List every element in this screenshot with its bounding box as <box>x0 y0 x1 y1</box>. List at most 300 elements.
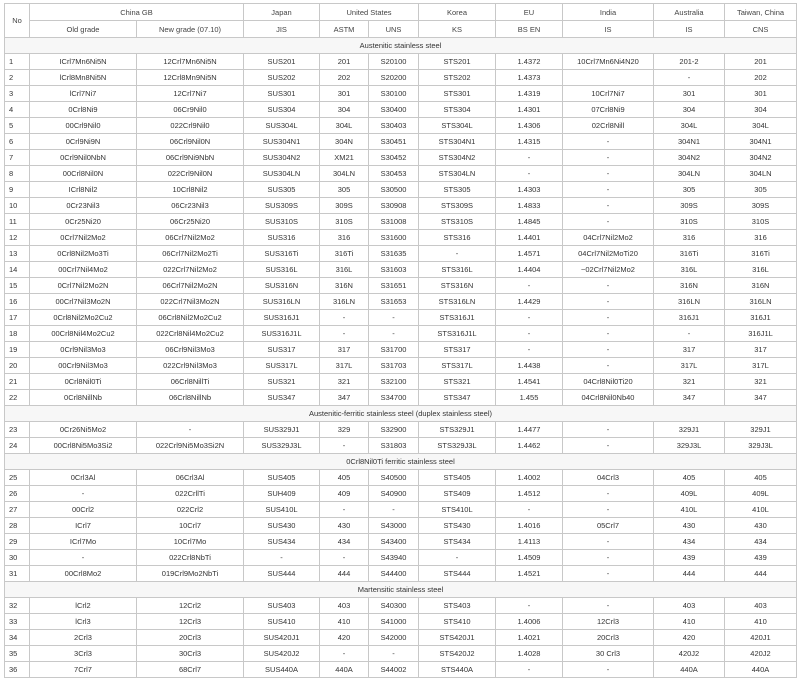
astm-cell: 310S <box>320 214 369 230</box>
bs-en-cell: 1.4462 <box>496 438 563 454</box>
row-number: 27 <box>5 502 30 518</box>
ks-cell: STS316J1L <box>419 326 496 342</box>
australia-is-cell: 420J2 <box>654 646 725 662</box>
ks-cell: STS309S <box>419 198 496 214</box>
cns-cell: 304L <box>725 118 797 134</box>
old-grade-cell: 00Crl7Nil4Mo2 <box>30 262 137 278</box>
row-number: 24 <box>5 438 30 454</box>
cns-cell: 304LN <box>725 166 797 182</box>
old-grade-cell: 0Crl8NillNb <box>30 390 137 406</box>
jis-cell: SUS316J1L <box>244 326 320 342</box>
astm-cell: 434 <box>320 534 369 550</box>
astm-cell: 317L <box>320 358 369 374</box>
astm-cell: 316 <box>320 230 369 246</box>
jis-cell: SUS405 <box>244 470 320 486</box>
subheader-new-grade: New grade (07.10) <box>137 21 244 38</box>
new-grade-cell: 06Crl9Nil0N <box>137 134 244 150</box>
bs-en-cell: 1.4571 <box>496 246 563 262</box>
uns-cell: S44400 <box>369 566 419 582</box>
ks-cell: STS347 <box>419 390 496 406</box>
astm-cell: 444 <box>320 566 369 582</box>
uns-cell: S30100 <box>369 86 419 102</box>
india-is-cell: - <box>563 294 654 310</box>
old-grade-cell: lCrl7Ni7 <box>30 86 137 102</box>
australia-is-cell: 410L <box>654 502 725 518</box>
subheader-uns: UNS <box>369 21 419 38</box>
australia-is-cell: 304L <box>654 118 725 134</box>
astm-cell: 304N <box>320 134 369 150</box>
uns-cell: S40300 <box>369 598 419 614</box>
table-row <box>5 198 797 214</box>
table-row <box>5 502 797 518</box>
bs-en-cell: - <box>496 166 563 182</box>
old-grade-cell: ICrl8Nil2 <box>30 182 137 198</box>
cns-cell: 420J1 <box>725 630 797 646</box>
table-row <box>5 86 797 102</box>
section-row <box>5 406 797 422</box>
astm-cell: - <box>320 550 369 566</box>
subheader-australia-is: IS <box>654 21 725 38</box>
cns-cell: 439 <box>725 550 797 566</box>
jis-cell: SUS202 <box>244 70 320 86</box>
table-row <box>5 230 797 246</box>
header-korea: Korea <box>419 4 496 21</box>
astm-cell: - <box>320 438 369 454</box>
row-number: 31 <box>5 566 30 582</box>
uns-cell: S31653 <box>369 294 419 310</box>
row-number: 33 <box>5 614 30 630</box>
jis-cell: SUS316L <box>244 262 320 278</box>
cns-cell: 321 <box>725 374 797 390</box>
row-number: 34 <box>5 630 30 646</box>
header-japan: Japan <box>244 4 320 21</box>
cns-cell: 316LN <box>725 294 797 310</box>
table-row <box>5 486 797 502</box>
jis-cell: SUS420J1 <box>244 630 320 646</box>
cns-cell: 316J1L <box>725 326 797 342</box>
australia-is-cell: - <box>654 70 725 86</box>
jis-cell: SUS309S <box>244 198 320 214</box>
new-grade-cell: 06Crl7Nil2Mo2N <box>137 278 244 294</box>
cns-cell: 410L <box>725 502 797 518</box>
cns-cell: 301 <box>725 86 797 102</box>
new-grade-cell: 06Crl7Nil2Mo2Ti <box>137 246 244 262</box>
astm-cell: 410 <box>320 614 369 630</box>
subheader-cns: CNS <box>725 21 797 38</box>
cns-cell: 316Ti <box>725 246 797 262</box>
australia-is-cell: 321 <box>654 374 725 390</box>
ks-cell: STS321 <box>419 374 496 390</box>
ks-cell: STS304LN <box>419 166 496 182</box>
india-is-cell: 02Crl8Nill <box>563 118 654 134</box>
row-number: 7 <box>5 150 30 166</box>
jis-cell: SUS305 <box>244 182 320 198</box>
bs-en-cell: 1.455 <box>496 390 563 406</box>
old-grade-cell: 0Crl8Nil2Mo2Cu2 <box>30 310 137 326</box>
old-grade-cell: 00Crl8Nil0N <box>30 166 137 182</box>
india-is-cell: - <box>563 486 654 502</box>
row-number: 14 <box>5 262 30 278</box>
bs-en-cell: 1.4315 <box>496 134 563 150</box>
ks-cell: STS316J1 <box>419 310 496 326</box>
uns-cell: S30500 <box>369 182 419 198</box>
jis-cell: SUS316N <box>244 278 320 294</box>
uns-cell: S43000 <box>369 518 419 534</box>
ks-cell: STS201 <box>419 54 496 70</box>
bs-en-cell: - <box>496 342 563 358</box>
cns-cell: 410 <box>725 614 797 630</box>
jis-cell: SUS403 <box>244 598 320 614</box>
old-grade-cell: 7Crl7 <box>30 662 137 678</box>
india-is-cell <box>563 70 654 86</box>
bs-en-cell: - <box>496 662 563 678</box>
bs-en-cell: 1.4509 <box>496 550 563 566</box>
row-number: 8 <box>5 166 30 182</box>
new-grade-cell: 022Crl8NbTi <box>137 550 244 566</box>
section-heading: Austenitic-ferritic stainless steel (duplex stainless steel) <box>5 406 797 422</box>
india-is-cell: - <box>563 198 654 214</box>
old-grade-cell: 0Crl3Al <box>30 470 137 486</box>
uns-cell: S31651 <box>369 278 419 294</box>
uns-cell: S30908 <box>369 198 419 214</box>
india-is-cell: - <box>563 342 654 358</box>
uns-cell: S30403 <box>369 118 419 134</box>
cns-cell: 304N2 <box>725 150 797 166</box>
india-is-cell: - <box>563 502 654 518</box>
bs-en-cell: 1.4521 <box>496 566 563 582</box>
section-heading: Martensitic stainless steel <box>5 582 797 598</box>
astm-cell: 420 <box>320 630 369 646</box>
old-grade-cell: 00Crl8Mo2 <box>30 566 137 582</box>
australia-is-cell: 409L <box>654 486 725 502</box>
ks-cell: - <box>419 550 496 566</box>
old-grade-cell: ICrl7 <box>30 518 137 534</box>
jis-cell: SUS316 <box>244 230 320 246</box>
jis-cell: - <box>244 550 320 566</box>
india-is-cell: - <box>563 422 654 438</box>
row-number: 18 <box>5 326 30 342</box>
table-row <box>5 374 797 390</box>
astm-cell: 301 <box>320 86 369 102</box>
australia-is-cell: 317 <box>654 342 725 358</box>
ks-cell: STS317L <box>419 358 496 374</box>
australia-is-cell: 316LN <box>654 294 725 310</box>
jis-cell: SUH409 <box>244 486 320 502</box>
ks-cell: STS316L <box>419 262 496 278</box>
ks-cell: STS420J1 <box>419 630 496 646</box>
old-grade-cell: - <box>30 550 137 566</box>
ks-cell: STS434 <box>419 534 496 550</box>
row-number: 2 <box>5 70 30 86</box>
uns-cell: S30453 <box>369 166 419 182</box>
table-row <box>5 438 797 454</box>
australia-is-cell: 316 <box>654 230 725 246</box>
row-number: 5 <box>5 118 30 134</box>
jis-cell: SUS304N2 <box>244 150 320 166</box>
bs-en-cell: 1.4477 <box>496 422 563 438</box>
uns-cell: S32100 <box>369 374 419 390</box>
cns-cell: 329J3L <box>725 438 797 454</box>
new-grade-cell: 022Crl8Nil4Mo2Cu2 <box>137 326 244 342</box>
new-grade-cell: 06Crl7Nil2Mo2 <box>137 230 244 246</box>
row-number: 32 <box>5 598 30 614</box>
table-row <box>5 534 797 550</box>
india-is-cell: - <box>563 326 654 342</box>
india-is-cell: 07Crl8Ni9 <box>563 102 654 118</box>
astm-cell: 329 <box>320 422 369 438</box>
astm-cell: 409 <box>320 486 369 502</box>
table-row <box>5 422 797 438</box>
table-row <box>5 598 797 614</box>
jis-cell: SUS420J2 <box>244 646 320 662</box>
row-number: 6 <box>5 134 30 150</box>
table-row <box>5 102 797 118</box>
old-grade-cell: 00Crl8Ni5Mo3Si2 <box>30 438 137 454</box>
astm-cell: 316LN <box>320 294 369 310</box>
ks-cell: STS316 <box>419 230 496 246</box>
bs-en-cell: 1.4303 <box>496 182 563 198</box>
new-grade-cell: 022Crl9Ni5Mo3Si2N <box>137 438 244 454</box>
bs-en-cell: 1.4541 <box>496 374 563 390</box>
bs-en-cell: 1.4401 <box>496 230 563 246</box>
section-row <box>5 454 797 470</box>
new-grade-cell: 06Crl8NillNb <box>137 390 244 406</box>
cns-cell: 329J1 <box>725 422 797 438</box>
row-number: 29 <box>5 534 30 550</box>
ks-cell: STS317 <box>419 342 496 358</box>
cns-cell: 317 <box>725 342 797 358</box>
cns-cell: 444 <box>725 566 797 582</box>
jis-cell: SUS304LN <box>244 166 320 182</box>
table-row <box>5 150 797 166</box>
old-grade-cell: 0Cr23Nil3 <box>30 198 137 214</box>
jis-cell: SUS430 <box>244 518 320 534</box>
uns-cell: S32900 <box>369 422 419 438</box>
astm-cell: 304 <box>320 102 369 118</box>
old-grade-cell: 00Crl9Nil0 <box>30 118 137 134</box>
old-grade-cell: 0Crl7Nil2Mo2N <box>30 278 137 294</box>
row-number: 1 <box>5 54 30 70</box>
india-is-cell: 20Crl3 <box>563 630 654 646</box>
new-grade-cell: 022Crl7Nil2Mo2 <box>137 262 244 278</box>
ks-cell: STS304N1 <box>419 134 496 150</box>
ks-cell: STS316LN <box>419 294 496 310</box>
australia-is-cell: 440A <box>654 662 725 678</box>
astm-cell: - <box>320 326 369 342</box>
new-grade-cell: 06Crl3Al <box>137 470 244 486</box>
bs-en-cell: 1.4301 <box>496 102 563 118</box>
australia-is-cell: 304 <box>654 102 725 118</box>
india-is-cell: - <box>563 150 654 166</box>
old-grade-cell: 0Crl9Nil3Mo3 <box>30 342 137 358</box>
new-grade-cell: 10Crl7Mo <box>137 534 244 550</box>
jis-cell: SUS444 <box>244 566 320 582</box>
jis-cell: SUS304L <box>244 118 320 134</box>
jis-cell: SUS329J3L <box>244 438 320 454</box>
australia-is-cell: 403 <box>654 598 725 614</box>
australia-is-cell: 316N <box>654 278 725 294</box>
jis-cell: SUS347 <box>244 390 320 406</box>
row-number: 3 <box>5 86 30 102</box>
header-china-gb: China GB <box>30 4 244 21</box>
new-grade-cell: 12Crl7Ni7 <box>137 86 244 102</box>
row-number: 16 <box>5 294 30 310</box>
jis-cell: SUS434 <box>244 534 320 550</box>
new-grade-cell: 022CrllTi <box>137 486 244 502</box>
astm-cell: 305 <box>320 182 369 198</box>
table-row <box>5 54 797 70</box>
india-is-cell: - <box>563 550 654 566</box>
australia-is-cell: 316J1 <box>654 310 725 326</box>
jis-cell: SUS201 <box>244 54 320 70</box>
cns-cell: 347 <box>725 390 797 406</box>
row-number: 10 <box>5 198 30 214</box>
cns-cell: 202 <box>725 70 797 86</box>
astm-cell: 430 <box>320 518 369 534</box>
old-grade-cell: lCrl3 <box>30 614 137 630</box>
ks-cell: STS405 <box>419 470 496 486</box>
bs-en-cell: - <box>496 502 563 518</box>
australia-is-cell: 347 <box>654 390 725 406</box>
header-taiwan-china: Taiwan, China <box>725 4 797 21</box>
new-grade-cell: 022Crl9Nil3Mo3 <box>137 358 244 374</box>
ks-cell: STS304N2 <box>419 150 496 166</box>
jis-cell: SUS304 <box>244 102 320 118</box>
ks-cell: STS310S <box>419 214 496 230</box>
row-number: 36 <box>5 662 30 678</box>
astm-cell: 316L <box>320 262 369 278</box>
header-group-row <box>5 4 797 21</box>
astm-cell: 405 <box>320 470 369 486</box>
subheader-ks: KS <box>419 21 496 38</box>
ks-cell: STS202 <box>419 70 496 86</box>
cns-cell: 201 <box>725 54 797 70</box>
old-grade-cell: 00Crl8Nil4Mo2Cu2 <box>30 326 137 342</box>
new-grade-cell: 06Crl8NillTi <box>137 374 244 390</box>
uns-cell: S30400 <box>369 102 419 118</box>
bs-en-cell: 1.4404 <box>496 262 563 278</box>
table-row <box>5 518 797 534</box>
india-is-cell: - <box>563 214 654 230</box>
cns-cell: 310S <box>725 214 797 230</box>
cns-cell: 434 <box>725 534 797 550</box>
australia-is-cell: 309S <box>654 198 725 214</box>
jis-cell: SUS310S <box>244 214 320 230</box>
bs-en-cell: 1.4006 <box>496 614 563 630</box>
india-is-cell: - <box>563 534 654 550</box>
old-grade-cell: 0Crl8Ni9 <box>30 102 137 118</box>
uns-cell: S20100 <box>369 54 419 70</box>
australia-is-cell: 439 <box>654 550 725 566</box>
australia-is-cell: 201-2 <box>654 54 725 70</box>
bs-en-cell: 1.4372 <box>496 54 563 70</box>
jis-cell: SUS321 <box>244 374 320 390</box>
bs-en-cell: - <box>496 310 563 326</box>
uns-cell: - <box>369 310 419 326</box>
jis-cell: SUS329J1 <box>244 422 320 438</box>
jis-cell: SUS316J1 <box>244 310 320 326</box>
new-grade-cell: 06Crl8Nil2Mo2Cu2 <box>137 310 244 326</box>
header-australia: Australia <box>654 4 725 21</box>
ks-cell: STS410L <box>419 502 496 518</box>
old-grade-cell: 0Crl9Nil0NbN <box>30 150 137 166</box>
table-row <box>5 470 797 486</box>
table-row <box>5 358 797 374</box>
new-grade-cell: 022Crl9Nil0 <box>137 118 244 134</box>
new-grade-cell: 12Crl2 <box>137 598 244 614</box>
table-row <box>5 662 797 678</box>
subheader-astm: ASTM <box>320 21 369 38</box>
header-india: India <box>563 4 654 21</box>
section-row <box>5 582 797 598</box>
cns-cell: 309S <box>725 198 797 214</box>
header-sub-row <box>5 21 797 38</box>
cns-cell: 440A <box>725 662 797 678</box>
row-number: 20 <box>5 358 30 374</box>
cns-cell: 317L <box>725 358 797 374</box>
astm-cell: XM21 <box>320 150 369 166</box>
table-row <box>5 550 797 566</box>
uns-cell: S31008 <box>369 214 419 230</box>
india-is-cell: - <box>563 598 654 614</box>
bs-en-cell: - <box>496 326 563 342</box>
bs-en-cell: 1.4021 <box>496 630 563 646</box>
row-number: 35 <box>5 646 30 662</box>
new-grade-cell: 06Cr23Nil3 <box>137 198 244 214</box>
old-grade-cell: 00Crl7Nil3Mo2N <box>30 294 137 310</box>
india-is-cell: - <box>563 438 654 454</box>
ks-cell: STS420J2 <box>419 646 496 662</box>
jis-cell: SUS317 <box>244 342 320 358</box>
ks-cell: STS301 <box>419 86 496 102</box>
new-grade-cell: - <box>137 422 244 438</box>
ks-cell: STS409 <box>419 486 496 502</box>
subheader-bs-en: BS EN <box>496 21 563 38</box>
table-row <box>5 70 797 86</box>
uns-cell: S31635 <box>369 246 419 262</box>
row-number: 12 <box>5 230 30 246</box>
australia-is-cell: 304LN <box>654 166 725 182</box>
table-row <box>5 182 797 198</box>
uns-cell: S31603 <box>369 262 419 278</box>
grade-comparison-table <box>4 3 797 678</box>
old-grade-cell: ICrl7Mn6Ni5N <box>30 54 137 70</box>
row-number: 23 <box>5 422 30 438</box>
australia-is-cell: 405 <box>654 470 725 486</box>
australia-is-cell: - <box>654 326 725 342</box>
new-grade-cell: 022Crl2 <box>137 502 244 518</box>
uns-cell: S40900 <box>369 486 419 502</box>
australia-is-cell: 316L <box>654 262 725 278</box>
old-grade-cell: 0Cr26Ni5Mo2 <box>30 422 137 438</box>
new-grade-cell: 10Crl7 <box>137 518 244 534</box>
india-is-cell: 04Crl7Nil2MoTi20 <box>563 246 654 262</box>
india-is-cell: - <box>563 182 654 198</box>
bs-en-cell: 1.4373 <box>496 70 563 86</box>
old-grade-cell: lCrl2 <box>30 598 137 614</box>
astm-cell: - <box>320 502 369 518</box>
new-grade-cell: 06Cr25Ni20 <box>137 214 244 230</box>
table-row <box>5 246 797 262</box>
india-is-cell: - <box>563 662 654 678</box>
bs-en-cell: 1.4438 <box>496 358 563 374</box>
uns-cell: S42000 <box>369 630 419 646</box>
bs-en-cell: 1.4306 <box>496 118 563 134</box>
new-grade-cell: 06Crl9Nil3Mo3 <box>137 342 244 358</box>
uns-cell: S40500 <box>369 470 419 486</box>
old-grade-cell: 0Crl8Nil2Mo3Ti <box>30 246 137 262</box>
bs-en-cell: 1.4319 <box>496 86 563 102</box>
